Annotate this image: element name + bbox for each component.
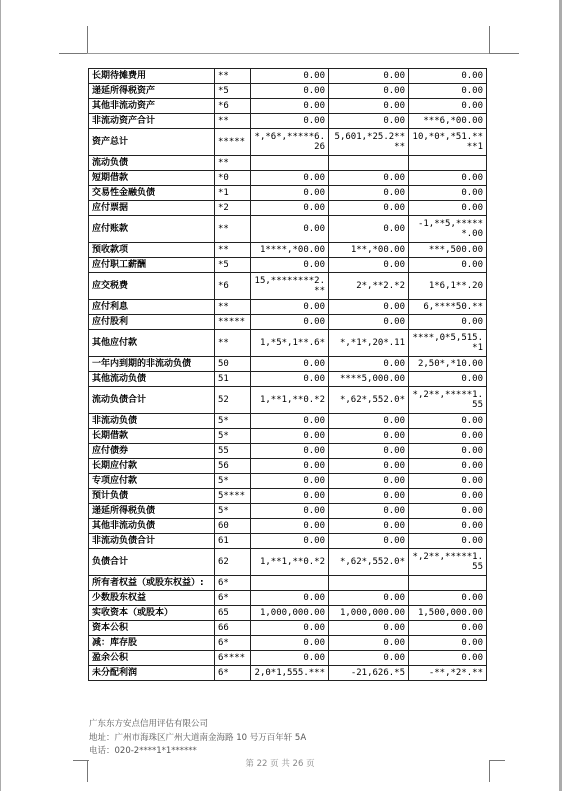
row-line-number: 60	[215, 519, 251, 534]
row-line-number: 56	[215, 459, 251, 474]
value-col2: 1,000,000.00	[329, 606, 409, 621]
value-col2: -21,626.*5	[329, 666, 409, 681]
table-row	[89, 504, 487, 519]
table-row	[89, 576, 487, 591]
row-label: 未分配利润	[89, 666, 215, 681]
crop-mark	[59, 53, 89, 54]
row-label: 盈余公积	[89, 651, 215, 666]
row-label: 少数股东权益	[89, 591, 215, 606]
value-col2: 0.00	[329, 201, 409, 216]
value-col1: 0.00	[251, 114, 329, 129]
row-line-number: *****	[215, 129, 251, 156]
value-col1: 0.00	[251, 489, 329, 504]
row-line-number: 65	[215, 606, 251, 621]
table-row	[89, 519, 487, 534]
balance-sheet-table	[88, 68, 487, 681]
row-label: 所有者权益（或股东权益）:	[89, 576, 215, 591]
row-label: 长期应付款	[89, 459, 215, 474]
row-line-number: *6	[215, 99, 251, 114]
row-label: 递延所得税负债	[89, 504, 215, 519]
value-col1: 0.00	[251, 534, 329, 549]
row-line-number: 5*	[215, 414, 251, 429]
row-line-number: 55	[215, 444, 251, 459]
table-row	[89, 114, 487, 129]
table-row	[89, 414, 487, 429]
table-row	[89, 300, 487, 315]
value-col2: 1**,*00.00	[329, 243, 409, 258]
value-col2: 0.00	[329, 534, 409, 549]
row-line-number: 61	[215, 534, 251, 549]
value-col2: *,62*,552.0*	[329, 387, 409, 414]
value-col3: 1*6,1**.20	[409, 273, 487, 300]
row-label: 应交税费	[89, 273, 215, 300]
row-label: 其他应付款	[89, 330, 215, 357]
value-col1: 0.00	[251, 414, 329, 429]
value-col3: -**,*2*.**	[409, 666, 487, 681]
footer-address: 地址：广州市海珠区广州大道南金海路 10 号万百年轩 5A	[89, 733, 307, 743]
table-row	[89, 534, 487, 549]
row-label: 递延所得税资产	[89, 84, 215, 99]
row-label: 应付职工薪酬	[89, 258, 215, 273]
value-col2: 0.00	[329, 186, 409, 201]
table-row	[89, 171, 487, 186]
row-line-number: 6*	[215, 666, 251, 681]
table-row	[89, 651, 487, 666]
value-col2: 0.00	[329, 459, 409, 474]
value-col1: 0.00	[251, 300, 329, 315]
value-col3: 6,****50.**	[409, 300, 487, 315]
header-rule	[87, 53, 489, 54]
table-row	[89, 357, 487, 372]
page-number: 第 22 页 共 26 页	[245, 759, 315, 769]
row-line-number: **	[215, 69, 251, 84]
row-label: 流动负债合计	[89, 387, 215, 414]
value-col3: ****,0*5,515.*1	[409, 330, 487, 357]
row-line-number: *5	[215, 258, 251, 273]
row-label: 专项应付款	[89, 474, 215, 489]
value-col1: 0.00	[251, 621, 329, 636]
row-line-number: *2	[215, 201, 251, 216]
value-col1: 0.00	[251, 474, 329, 489]
row-line-number: 50	[215, 357, 251, 372]
row-line-number: *5	[215, 84, 251, 99]
row-line-number: 5*	[215, 474, 251, 489]
row-label: 长期待摊费用	[89, 69, 215, 84]
table-row	[89, 129, 487, 156]
row-line-number: 5*	[215, 504, 251, 519]
row-line-number: *1	[215, 186, 251, 201]
table-row	[89, 621, 487, 636]
crop-mark	[489, 53, 519, 54]
value-col3: 0.00	[409, 651, 487, 666]
value-col3: ***6,*00.00	[409, 114, 487, 129]
value-col2: 0.00	[329, 99, 409, 114]
value-col3: *,2**,*****1.55	[409, 387, 487, 414]
value-col1: 2,0*1,555.***	[251, 666, 329, 681]
row-line-number: 5*	[215, 429, 251, 444]
row-label: 资产总计	[89, 129, 215, 156]
value-col2	[329, 156, 409, 171]
row-line-number: 5****	[215, 489, 251, 504]
row-line-number: 52	[215, 387, 251, 414]
value-col2: 0.00	[329, 300, 409, 315]
value-col2: *,*1*,20*.11	[329, 330, 409, 357]
value-col2: 0.00	[329, 621, 409, 636]
value-col2: 0.00	[329, 519, 409, 534]
row-line-number: 62	[215, 549, 251, 576]
row-label: 应付债券	[89, 444, 215, 459]
value-col2: 0.00	[329, 414, 409, 429]
value-col1: 0.00	[251, 591, 329, 606]
value-col2: 0.00	[329, 504, 409, 519]
value-col1: 0.00	[251, 372, 329, 387]
row-line-number: **	[215, 300, 251, 315]
table-row	[89, 444, 487, 459]
value-col2: 0.00	[329, 651, 409, 666]
value-col1: 0.00	[251, 216, 329, 243]
table-row	[89, 201, 487, 216]
value-col2: *,62*,552.0*	[329, 549, 409, 576]
row-label: 长期借款	[89, 429, 215, 444]
value-col3: 0.00	[409, 489, 487, 504]
row-label: 应付利息	[89, 300, 215, 315]
value-col1	[251, 576, 329, 591]
row-line-number: *****	[215, 315, 251, 330]
value-col2: 0.00	[329, 171, 409, 186]
value-col3: 0.00	[409, 504, 487, 519]
value-col2: 0.00	[329, 474, 409, 489]
value-col3: *,2**,*****1.55	[409, 549, 487, 576]
value-col1: 0.00	[251, 459, 329, 474]
row-label: 应付账款	[89, 216, 215, 243]
row-label: 资本公积	[89, 621, 215, 636]
table-row	[89, 591, 487, 606]
table-row	[89, 387, 487, 414]
row-label: 非流动负债	[89, 414, 215, 429]
row-line-number: 66	[215, 621, 251, 636]
value-col3: 0.00	[409, 315, 487, 330]
document-page	[1, 0, 559, 791]
row-label: 其他流动负债	[89, 372, 215, 387]
row-label: 实收资本（或股本）	[89, 606, 215, 621]
value-col1: 0.00	[251, 201, 329, 216]
footer-company: 广东东方安点信用评估有限公司	[89, 719, 209, 729]
value-col3: 0.00	[409, 444, 487, 459]
value-col2: 0.00	[329, 489, 409, 504]
table-row	[89, 258, 487, 273]
value-col2: 0.00	[329, 216, 409, 243]
value-col2: 0.00	[329, 591, 409, 606]
footer-phone: 电话：020-2****1*1******	[89, 746, 197, 756]
row-line-number: 51	[215, 372, 251, 387]
row-line-number: **	[215, 330, 251, 357]
value-col3: 0.00	[409, 534, 487, 549]
value-col2: 0.00	[329, 315, 409, 330]
value-col1: 1,000,000.00	[251, 606, 329, 621]
row-line-number: **	[215, 114, 251, 129]
row-line-number: *6	[215, 273, 251, 300]
value-col3: 1,500,000.00	[409, 606, 487, 621]
row-label: 其他非流动负债	[89, 519, 215, 534]
value-col1: 0.00	[251, 171, 329, 186]
table-row	[89, 99, 487, 114]
table-row	[89, 474, 487, 489]
table-row	[89, 549, 487, 576]
row-line-number: 6*	[215, 636, 251, 651]
table-row	[89, 84, 487, 99]
value-col1: 0.00	[251, 444, 329, 459]
value-col3: 0.00	[409, 171, 487, 186]
value-col3: 0.00	[409, 84, 487, 99]
value-col1: *,*6*,*****6.26	[251, 129, 329, 156]
row-label: 一年内到期的非流动负债	[89, 357, 215, 372]
row-label: 负债合计	[89, 549, 215, 576]
row-line-number: **	[215, 156, 251, 171]
value-col3: 0.00	[409, 69, 487, 84]
value-col3: 0.00	[409, 636, 487, 651]
table-row	[89, 636, 487, 651]
table-row	[89, 273, 487, 300]
value-col1: 0.00	[251, 258, 329, 273]
value-col3: 0.00	[409, 474, 487, 489]
row-line-number: 6****	[215, 651, 251, 666]
row-label: 预计负债	[89, 489, 215, 504]
table-row	[89, 186, 487, 201]
value-col2: 0.00	[329, 258, 409, 273]
value-col3: 0.00	[409, 621, 487, 636]
table-row	[89, 216, 487, 243]
row-line-number: 6*	[215, 591, 251, 606]
value-col1: 0.00	[251, 429, 329, 444]
value-col3: 10,*0*,*51.****1	[409, 129, 487, 156]
value-col2: 0.00	[329, 444, 409, 459]
table-row	[89, 330, 487, 357]
value-col3: 0.00	[409, 186, 487, 201]
value-col1: 0.00	[251, 69, 329, 84]
value-col2: 2*,**2.*2	[329, 273, 409, 300]
value-col2: 5,601,*25.2****	[329, 129, 409, 156]
value-col1: 0.00	[251, 504, 329, 519]
table-row	[89, 606, 487, 621]
row-label: 减：库存股	[89, 636, 215, 651]
row-label: 应付票据	[89, 201, 215, 216]
value-col1: 0.00	[251, 99, 329, 114]
value-col3: 0.00	[409, 99, 487, 114]
value-col3: 0.00	[409, 414, 487, 429]
value-col3	[409, 576, 487, 591]
value-col1: 15,********2.**	[251, 273, 329, 300]
balance-sheet-body	[89, 69, 487, 681]
value-col1: 0.00	[251, 315, 329, 330]
crop-mark	[87, 26, 88, 54]
value-col1: 0.00	[251, 519, 329, 534]
value-col2: 0.00	[329, 84, 409, 99]
value-col3: 0.00	[409, 519, 487, 534]
table-row	[89, 429, 487, 444]
value-col3: 0.00	[409, 372, 487, 387]
row-line-number: **	[215, 216, 251, 243]
row-line-number: *0	[215, 171, 251, 186]
value-col1: 1,**1,**0.*2	[251, 549, 329, 576]
value-col3	[409, 156, 487, 171]
value-col1: 0.00	[251, 84, 329, 99]
row-label: 非流动资产合计	[89, 114, 215, 129]
table-row	[89, 156, 487, 171]
value-col3: 0.00	[409, 258, 487, 273]
value-col3: 0.00	[409, 201, 487, 216]
value-col2: ****5,000.00	[329, 372, 409, 387]
row-label: 流动负债	[89, 156, 215, 171]
table-row	[89, 459, 487, 474]
crop-mark	[489, 26, 490, 54]
value-col1: 1,*5*,1**.6*	[251, 330, 329, 357]
value-col2: 0.00	[329, 114, 409, 129]
value-col1: 0.00	[251, 357, 329, 372]
row-label: 交易性金融负债	[89, 186, 215, 201]
row-label: 非流动负债合计	[89, 534, 215, 549]
table-row	[89, 69, 487, 84]
value-col1: 1,**1,**0.*2	[251, 387, 329, 414]
value-col1: 0.00	[251, 651, 329, 666]
value-col3: -1,**5,******.00	[409, 216, 487, 243]
row-line-number: **	[215, 243, 251, 258]
row-label: 其他非流动资产	[89, 99, 215, 114]
table-row	[89, 372, 487, 387]
table-row	[89, 243, 487, 258]
row-label: 短期借款	[89, 171, 215, 186]
value-col3: 0.00	[409, 459, 487, 474]
value-col3: 2,50*,*10.00	[409, 357, 487, 372]
row-label: 应付股利	[89, 315, 215, 330]
value-col1	[251, 156, 329, 171]
value-col2: 0.00	[329, 357, 409, 372]
value-col3: 0.00	[409, 591, 487, 606]
value-col1: 0.00	[251, 186, 329, 201]
value-col2: 0.00	[329, 636, 409, 651]
value-col1: 0.00	[251, 636, 329, 651]
value-col3: ***,500.00	[409, 243, 487, 258]
table-row	[89, 666, 487, 681]
value-col2: 0.00	[329, 69, 409, 84]
table-row	[89, 315, 487, 330]
value-col3: 0.00	[409, 429, 487, 444]
table-row	[89, 489, 487, 504]
value-col2	[329, 576, 409, 591]
row-line-number: 6*	[215, 576, 251, 591]
row-label: 预收款项	[89, 243, 215, 258]
value-col1: 1****,*00.00	[251, 243, 329, 258]
value-col2: 0.00	[329, 429, 409, 444]
